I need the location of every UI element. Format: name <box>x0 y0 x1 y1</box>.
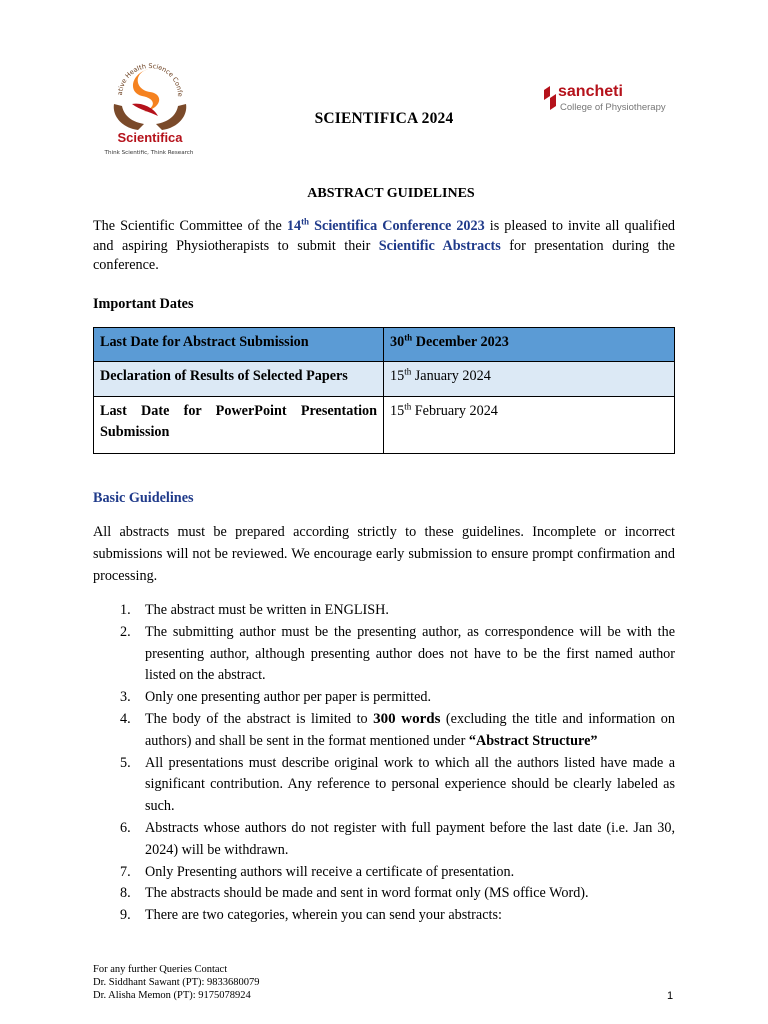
conference-name <box>287 218 485 234</box>
logo-brand-text: Scientifica <box>117 130 183 145</box>
list-item: 5. All presentations must describe original work to which all the authors listed have made a significant contribution. Any reference to personal experience should be clearly labeled as such. <box>120 754 675 815</box>
page-number: 1 <box>667 990 674 1002</box>
date-value: 30th December 2023 <box>384 328 675 362</box>
intro-text-3: for presentation during the conference. <box>93 237 675 273</box>
scientifica-logo <box>92 44 207 159</box>
list-item: 8. The abstracts should be made and sent in word format only (MS office Word). <box>120 885 589 902</box>
intro-paragraph <box>93 217 675 276</box>
section-title: ABSTRACT GUIDELINES <box>307 186 475 201</box>
intro-text-2: is pleased to invite all qualified and aspiring Physiotherapists to submit their <box>93 218 675 254</box>
important-dates-table <box>93 327 675 454</box>
guidelines-list <box>93 600 675 927</box>
date-value: 15th January 2024 <box>384 362 675 397</box>
list-item: 3. Only one presenting author per paper is permitted. <box>120 689 432 706</box>
list-item: 4. The body of the abstract is limited to 300 words (excluding the title and information on authors) and shall be sent in the format mentioned under “Abstract Structure” <box>120 710 675 749</box>
important-dates-heading: Important Dates <box>93 296 194 312</box>
basic-guidelines-heading: Basic Guidelines <box>93 490 194 506</box>
table-row <box>94 328 675 362</box>
logo-tagline: Think Scientific, Think Research <box>104 150 194 156</box>
sancheti-brand: sancheti <box>558 83 623 100</box>
scientific-abstracts: Scientific Abstracts <box>378 237 501 254</box>
conference-title: SCIENTIFICA 2024 <box>314 110 454 127</box>
footer-contact <box>93 963 260 1002</box>
date-label: Last Date for PowerPoint Presentation Submission <box>94 397 384 454</box>
date-label: Declaration of Results of Selected Papers <box>94 362 384 397</box>
intro-text-1: The Scientific Committee of the <box>93 218 287 234</box>
list-item: 7. Only Presenting authors will receive a certificate of presentation. <box>120 863 515 880</box>
list-item: 9. There are two categories, wherein you can send your abstracts: <box>120 907 502 924</box>
list-item: 6. Abstracts whose authors do not register with full payment before the last date (i.e. Jan 30, 2024) will be withdrawn. <box>120 819 675 858</box>
logo-arc-text: ative Health Science Confe <box>115 61 185 97</box>
sancheti-logo <box>540 80 680 114</box>
date-label: Last Date for Abstract Submission <box>94 328 384 362</box>
ordinal-suffix: th <box>301 216 310 227</box>
list-item: 2. The submitting author must be the presenting author, as correspondence will be with the presenting author, although presenting author does not have to be the first named author listed on the abstract. <box>120 623 675 684</box>
footer-line: For any further Queries Contact <box>93 964 228 975</box>
sancheti-subtitle: College of Physiotherapy <box>560 102 666 113</box>
date-value: 15th February 2024 <box>384 397 675 454</box>
ordinal-num: 14 <box>286 218 302 234</box>
conf-name-text: Scientifica Conference 2023 <box>309 218 485 234</box>
footer-line: Dr. Siddhant Sawant (PT): 9833680079 <box>93 977 260 988</box>
table-row <box>94 362 675 397</box>
guidelines-intro: All abstracts must be prepared according strictly to these guidelines. Incomplete or incorrect submissions will not be reviewed. We encourage early submission to ensure prompt confirmation and processing. <box>93 524 675 584</box>
list-item: 1. The abstract must be written in ENGLISH. <box>120 602 389 618</box>
footer-line: Dr. Alisha Memon (PT): 9175078924 <box>93 990 251 1001</box>
table-row <box>94 397 675 454</box>
